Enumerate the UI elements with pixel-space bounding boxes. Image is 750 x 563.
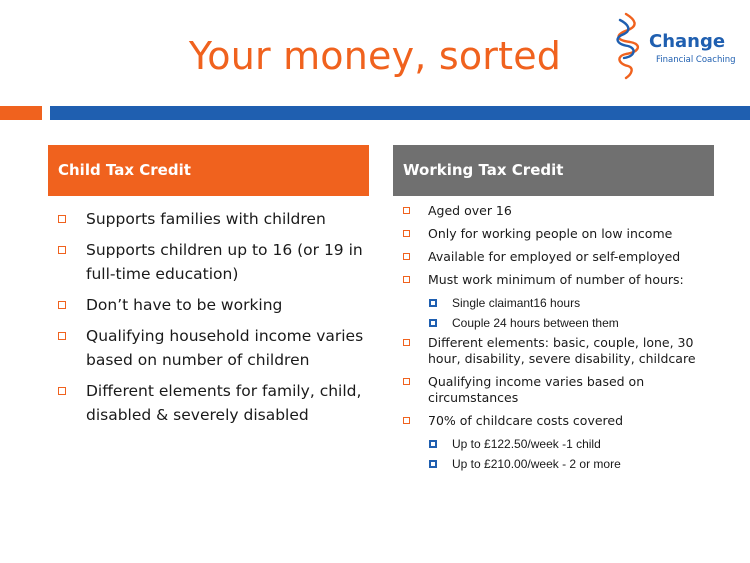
square-bullet-icon xyxy=(403,339,410,346)
square-bullet-icon xyxy=(403,276,410,283)
list-item xyxy=(403,226,723,242)
list-item xyxy=(403,413,723,429)
sub-list-item xyxy=(403,315,723,331)
sub-list-item xyxy=(403,436,723,452)
square-bullet-icon xyxy=(58,246,66,254)
square-bullet-icon xyxy=(58,332,66,340)
list-item xyxy=(58,324,378,372)
square-bullet-icon xyxy=(403,378,410,385)
list-item-text: Don’t have to be working xyxy=(86,296,283,314)
list-item xyxy=(58,293,378,317)
child-tax-credit-list xyxy=(58,207,378,434)
list-item xyxy=(403,374,723,406)
list-item xyxy=(58,238,378,286)
filled-square-bullet-icon xyxy=(429,440,437,448)
sub-list-item-text: Couple 24 hours between them xyxy=(452,316,619,330)
square-bullet-icon xyxy=(403,417,410,424)
list-item-text: Qualifying household income varies based on number of children xyxy=(86,327,364,369)
list-item-text: Different elements for family, child, disabled & severely disabled xyxy=(86,382,362,424)
square-bullet-icon xyxy=(403,253,410,260)
sub-list-item xyxy=(403,456,723,472)
square-bullet-icon xyxy=(58,301,66,309)
list-item-text: Available for employed or self-employed xyxy=(428,249,681,264)
sub-list-item-text: Up to £210.00/week - 2 or more xyxy=(452,457,621,471)
sub-list-item xyxy=(403,295,723,311)
list-item-text: 70% of childcare costs covered xyxy=(428,413,624,428)
list-item-text: Aged over 16 xyxy=(428,203,512,218)
list-item-text: Different elements: basic, couple, lone, 30 hour, disability, severe disability, childcare xyxy=(428,335,696,366)
sub-list-item-text: Up to £122.50/week -1 child xyxy=(452,437,601,451)
logo-swirl-icon xyxy=(606,10,654,82)
child-tax-credit-header: Child Tax Credit xyxy=(48,145,369,196)
list-item-text: Only for working people on low income xyxy=(428,226,673,241)
list-item-text: Qualifying income varies based on circumstances xyxy=(428,374,645,405)
list-item-text: Supports families with children xyxy=(86,210,326,228)
square-bullet-icon xyxy=(403,207,410,214)
logo-name: Change xyxy=(649,31,726,52)
logo-tagline: Financial Coaching xyxy=(656,55,736,65)
logo xyxy=(606,10,746,82)
list-item-text: Supports children up to 16 (or 19 in full-time education) xyxy=(86,241,363,283)
working-tax-credit-list xyxy=(403,203,723,476)
list-item-text: Must work minimum of number of hours: xyxy=(428,272,684,287)
working-tax-credit-header: Working Tax Credit xyxy=(393,145,714,196)
square-bullet-icon xyxy=(58,387,66,395)
filled-square-bullet-icon xyxy=(429,319,437,327)
square-bullet-icon xyxy=(403,230,410,237)
divider-blue xyxy=(50,106,750,120)
filled-square-bullet-icon xyxy=(429,460,437,468)
list-item xyxy=(58,379,378,427)
list-item xyxy=(58,207,378,231)
list-item xyxy=(403,203,723,219)
sub-list-item-text: Single claimant16 hours xyxy=(452,296,581,310)
square-bullet-icon xyxy=(58,215,66,223)
list-item xyxy=(403,272,723,288)
filled-square-bullet-icon xyxy=(429,299,437,307)
page-title: Your money, sorted xyxy=(188,34,562,78)
divider-orange xyxy=(0,106,42,120)
list-item xyxy=(403,335,723,367)
list-item xyxy=(403,249,723,265)
